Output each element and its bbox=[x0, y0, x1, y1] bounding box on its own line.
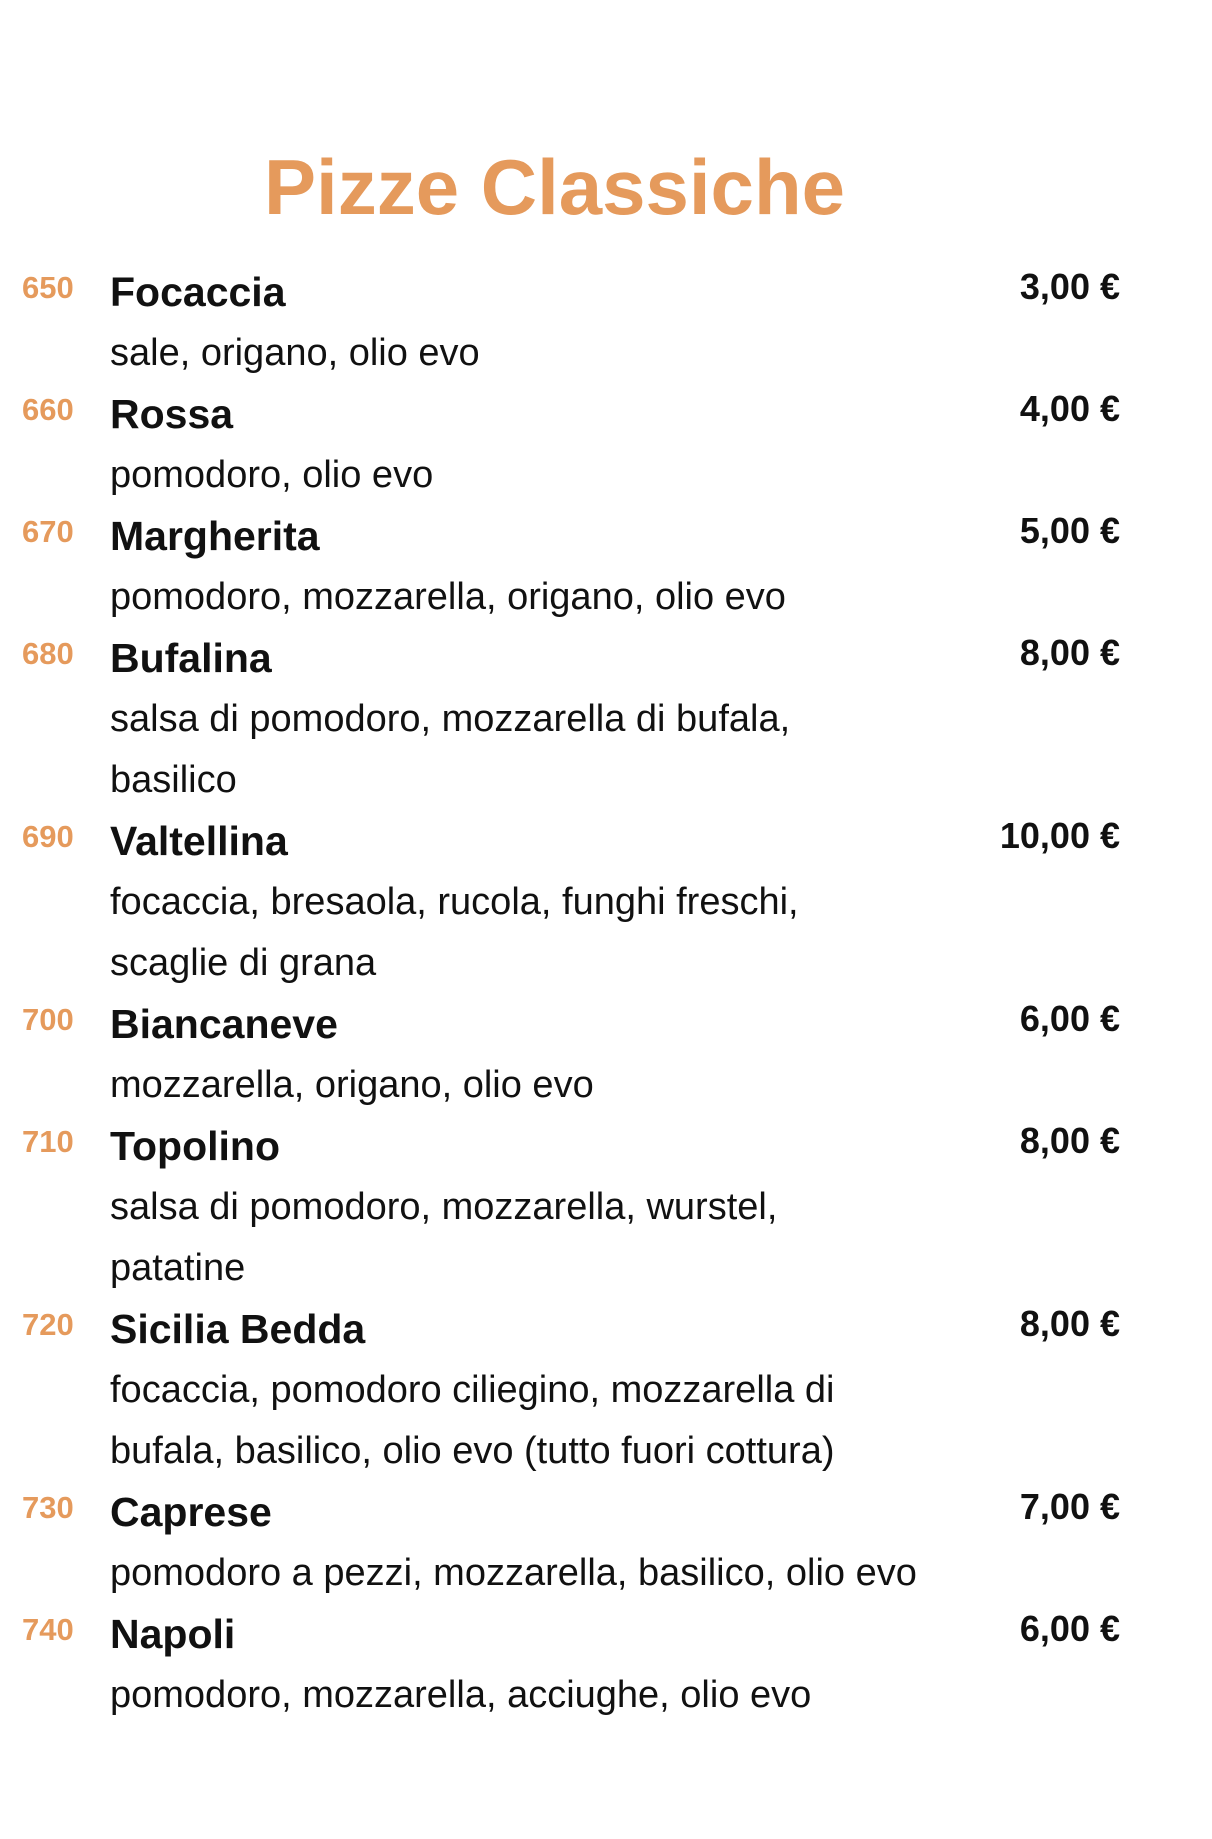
menu-item bbox=[0, 384, 1212, 506]
menu-item bbox=[0, 1116, 1212, 1299]
menu-item bbox=[0, 628, 1212, 811]
menu-item bbox=[0, 1299, 1212, 1482]
item-code: 660 bbox=[22, 392, 74, 427]
item-description: mozzarella, origano, olio evo bbox=[110, 1064, 594, 1106]
item-price: 8,00 € bbox=[1019, 1303, 1120, 1344]
item-price: 10,00 € bbox=[999, 815, 1120, 856]
item-name: Napoli bbox=[110, 1611, 236, 1657]
item-code: 740 bbox=[22, 1612, 74, 1647]
item-price: 8,00 € bbox=[1019, 1120, 1120, 1161]
item-name: Rossa bbox=[110, 391, 234, 437]
item-price: 7,00 € bbox=[1019, 1486, 1120, 1527]
menu-item bbox=[0, 1604, 1212, 1726]
menu-list bbox=[0, 262, 1212, 1726]
item-description: pomodoro, olio evo bbox=[110, 454, 434, 496]
item-price: 5,00 € bbox=[1019, 510, 1120, 551]
item-description: salsa di pomodoro, mozzarella, wurstel, patatine bbox=[110, 1186, 778, 1289]
item-code: 720 bbox=[22, 1307, 74, 1342]
item-code: 670 bbox=[22, 514, 74, 549]
item-price: 6,00 € bbox=[1019, 998, 1120, 1039]
item-description: pomodoro, mozzarella, origano, olio evo bbox=[110, 576, 786, 618]
item-code: 730 bbox=[22, 1490, 74, 1525]
item-name: Sicilia Bedda bbox=[110, 1306, 366, 1352]
item-description: salsa di pomodoro, mozzarella di bufala, basilico bbox=[110, 698, 791, 801]
item-description: sale, origano, olio evo bbox=[110, 332, 480, 374]
item-name: Topolino bbox=[110, 1123, 281, 1169]
item-code: 700 bbox=[22, 1002, 74, 1037]
item-code: 650 bbox=[22, 270, 74, 305]
item-name: Focaccia bbox=[110, 269, 286, 315]
item-price: 3,00 € bbox=[1019, 266, 1120, 307]
item-description: pomodoro a pezzi, mozzarella, basilico, olio evo bbox=[110, 1552, 917, 1594]
menu-item bbox=[0, 811, 1212, 994]
item-name: Biancaneve bbox=[110, 1001, 338, 1047]
menu-item bbox=[0, 506, 1212, 628]
item-code: 710 bbox=[22, 1124, 74, 1159]
menu-item bbox=[0, 994, 1212, 1116]
item-name: Valtellina bbox=[110, 818, 288, 864]
item-price: 6,00 € bbox=[1019, 1608, 1120, 1649]
menu-item bbox=[0, 1482, 1212, 1604]
item-code: 690 bbox=[22, 819, 74, 854]
item-description: pomodoro, mozzarella, acciughe, olio evo bbox=[110, 1674, 812, 1716]
item-description: focaccia, pomodoro ciliegino, mozzarella di bufala, basilico, olio evo (tutto fuori cottura) bbox=[110, 1369, 835, 1472]
item-code: 680 bbox=[22, 636, 74, 671]
item-price: 4,00 € bbox=[1019, 388, 1120, 429]
item-price: 8,00 € bbox=[1019, 632, 1120, 673]
item-name: Bufalina bbox=[110, 635, 272, 681]
page-title: Pizze Classiche bbox=[264, 143, 845, 232]
item-description: focaccia, bresaola, rucola, funghi freschi, scaglie di grana bbox=[110, 881, 799, 984]
item-name: Caprese bbox=[110, 1489, 272, 1535]
item-name: Margherita bbox=[110, 513, 320, 559]
menu-item bbox=[0, 262, 1212, 384]
